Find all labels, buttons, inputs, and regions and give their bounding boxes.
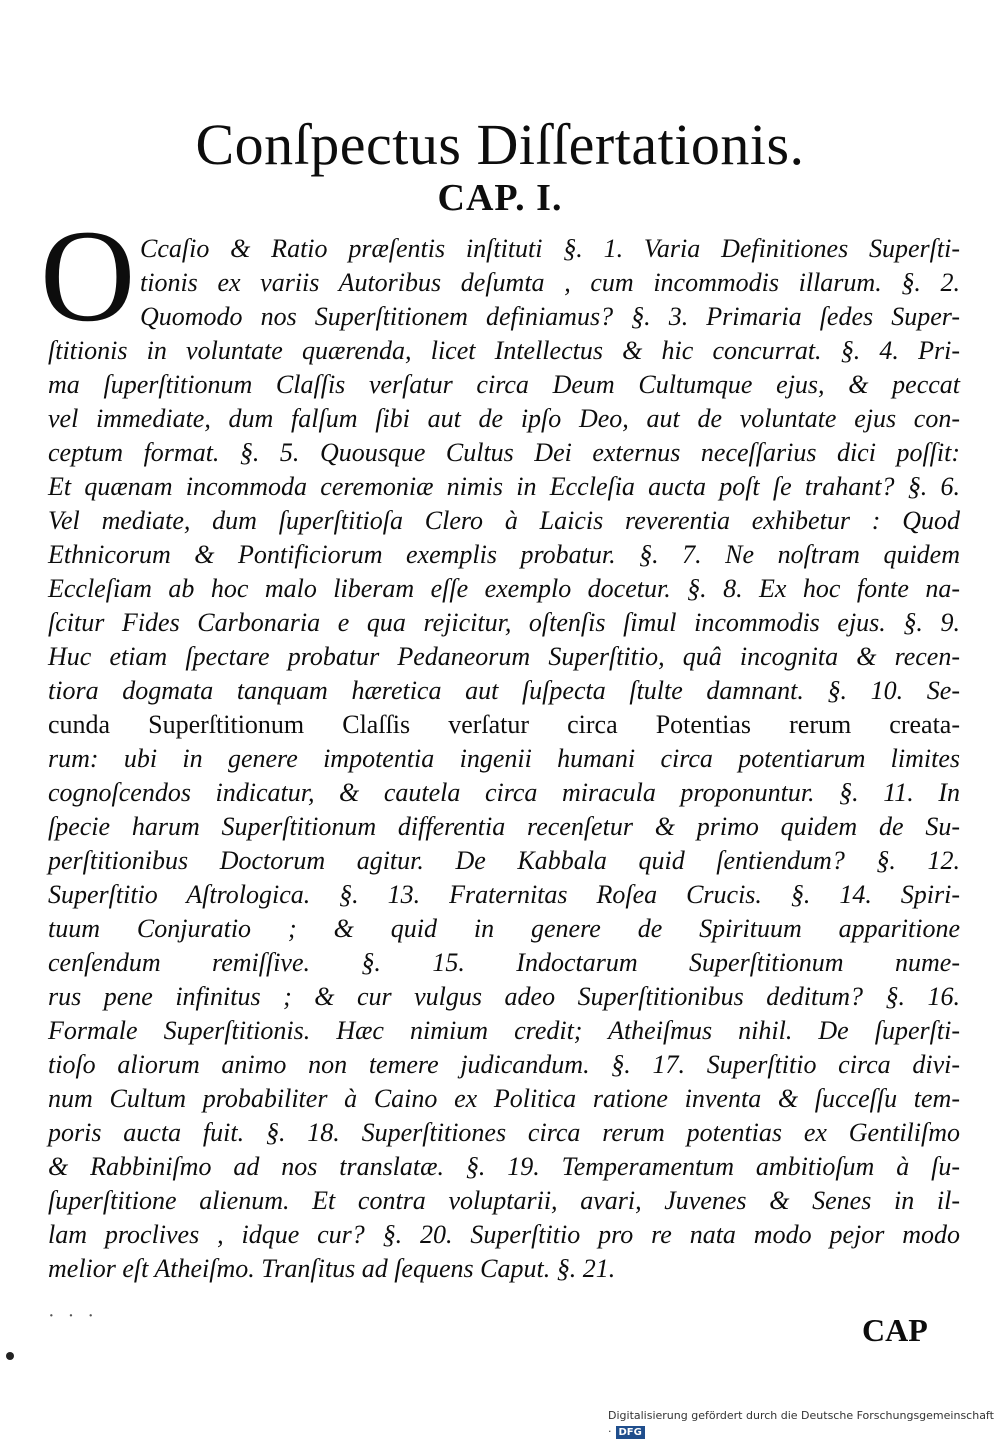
body-line: ſuperſtitione alienum. Et contra voluptarii, avari, Juvenes & Senes in il-: [48, 1186, 960, 1215]
body-line: ſtitionis in voluntate quærenda, licet Intellectus & hic concurrat. §. 4. Pri-: [48, 336, 960, 365]
body-line: num Cultum probabiliter à Caino ex Politica ratione inventa & ſucceſſu tem-: [48, 1084, 960, 1113]
body-line: ceptum format. §. 5. Quousque Cultus Dei externus neceſſarius dici poſſit:: [48, 438, 960, 467]
ink-specks: · · ·: [48, 1305, 98, 1327]
body-line: & Rabbiniſmo ad nos translatæ. §. 19. Temperamentum ambitioſum à ſu-: [48, 1152, 960, 1181]
ink-dot: [6, 1352, 14, 1360]
body-line: tuum Conjuratio ; & quid in genere de Spirituum apparitione: [48, 914, 960, 943]
body-line: Formale Superſtitionis. Hæc nimium credit; Atheiſmus nihil. De ſuperſti-: [48, 1016, 960, 1045]
body-line: ma ſuperſtitionum Claſſis verſatur circa Deum Cultumque ejus, & peccat: [48, 370, 960, 399]
body-line: cognoſcendos indicatur, & cautela circa miracula proponuntur. §. 11. In: [48, 778, 960, 807]
body-line: rus pene infinitus ; & cur vulgus adeo Superſtitionibus deditum? §. 16.: [48, 982, 960, 1011]
body-line: Et quænam incommoda ceremoniæ nimis in Eccleſia aucta poſt ſe trahant? §. 6.: [48, 472, 960, 501]
chapter-heading: CAP. I.: [437, 177, 563, 219]
catchword: CAP: [862, 1312, 928, 1348]
body-line: cunda Superſtitionum Claſſis verſatur circa Potentias rerum creata-: [48, 710, 960, 739]
body-line: cenſendum remiſſive. §. 15. Indoctarum Superſtitionum nume-: [48, 948, 960, 977]
body-line: perſtitionibus Doctorum agitur. De Kabbala quid ſentiendum? §. 12.: [48, 846, 960, 875]
body-line: Huc etiam ſpectare probatur Pedaneorum Superſtitio, quâ incognita & recen-: [48, 642, 960, 671]
body-line: melior eſt Atheiſmo. Tranſitus ad ſequens Caput. §. 21.: [48, 1254, 616, 1283]
body-line: vel immediate, dum falſum ſibi aut de ipſo Deo, aut de voluntate ejus con-: [48, 404, 960, 433]
body-line: Ethnicorum & Pontificiorum exemplis probatur. §. 7. Ne noſtram quidem: [48, 540, 960, 569]
body-line: lam proclives , idque cur? §. 20. Superſtitio pro re nata modo pejor modo: [48, 1220, 960, 1249]
body-line: ſcitur Fides Carbonaria e qua rejicitur, oſtenſis ſimul incommodis ejus. §. 9.: [48, 608, 960, 637]
footer-text: Digitalisierung gefördert durch die Deutsche Forschungsgemeinschaft ·: [608, 1409, 994, 1438]
body-line: rum: ubi in genere impotentia ingenii humani circa potentiarum limites: [48, 744, 960, 773]
body-line: Quomodo nos Superſtitionem definiamus? §. 3. Primaria ſedes Super-: [140, 302, 960, 331]
dfg-logo: DFG: [616, 1426, 645, 1439]
body-line: Eccleſiam ab hoc malo liberam eſſe exemplo docetur. §. 8. Ex hoc fonte na-: [48, 574, 960, 603]
body-line: Vel mediate, dum ſuperſtitioſa Clero à Laicis reverentia exhibetur : Quod: [48, 506, 960, 535]
body-line: poris aucta fuit. §. 18. Superſtitiones circa rerum potentias ex Gentiliſmo: [48, 1118, 960, 1147]
body-line: tioſo aliorum animo non temere judicandum. §. 17. Superſtitio circa divi-: [48, 1050, 960, 1079]
body-line: Ccaſio & Ratio præſentis inſtituti §. 1. Varia Definitiones Superſti-: [140, 234, 960, 263]
body-line: tionis ex variis Autoribus deſumta , cum incommodis illarum. §. 2.: [140, 268, 960, 297]
drop-cap: O: [40, 202, 136, 349]
body-line: ſpecie harum Superſtitionum differentia recenſetur & primo quidem de Su-: [48, 812, 960, 841]
body-line: Superſtitio Aſtrologica. §. 13. Fraternitas Roſea Crucis. §. 14. Spiri-: [48, 880, 960, 909]
body-line: tiora dogmata tanquam hæretica aut ſuſpecta ſtulte damnant. §. 10. Se-: [48, 676, 960, 705]
digitization-footer: [608, 1408, 1000, 1438]
document-title: Conſpectus Diſſertationis.: [195, 112, 805, 177]
